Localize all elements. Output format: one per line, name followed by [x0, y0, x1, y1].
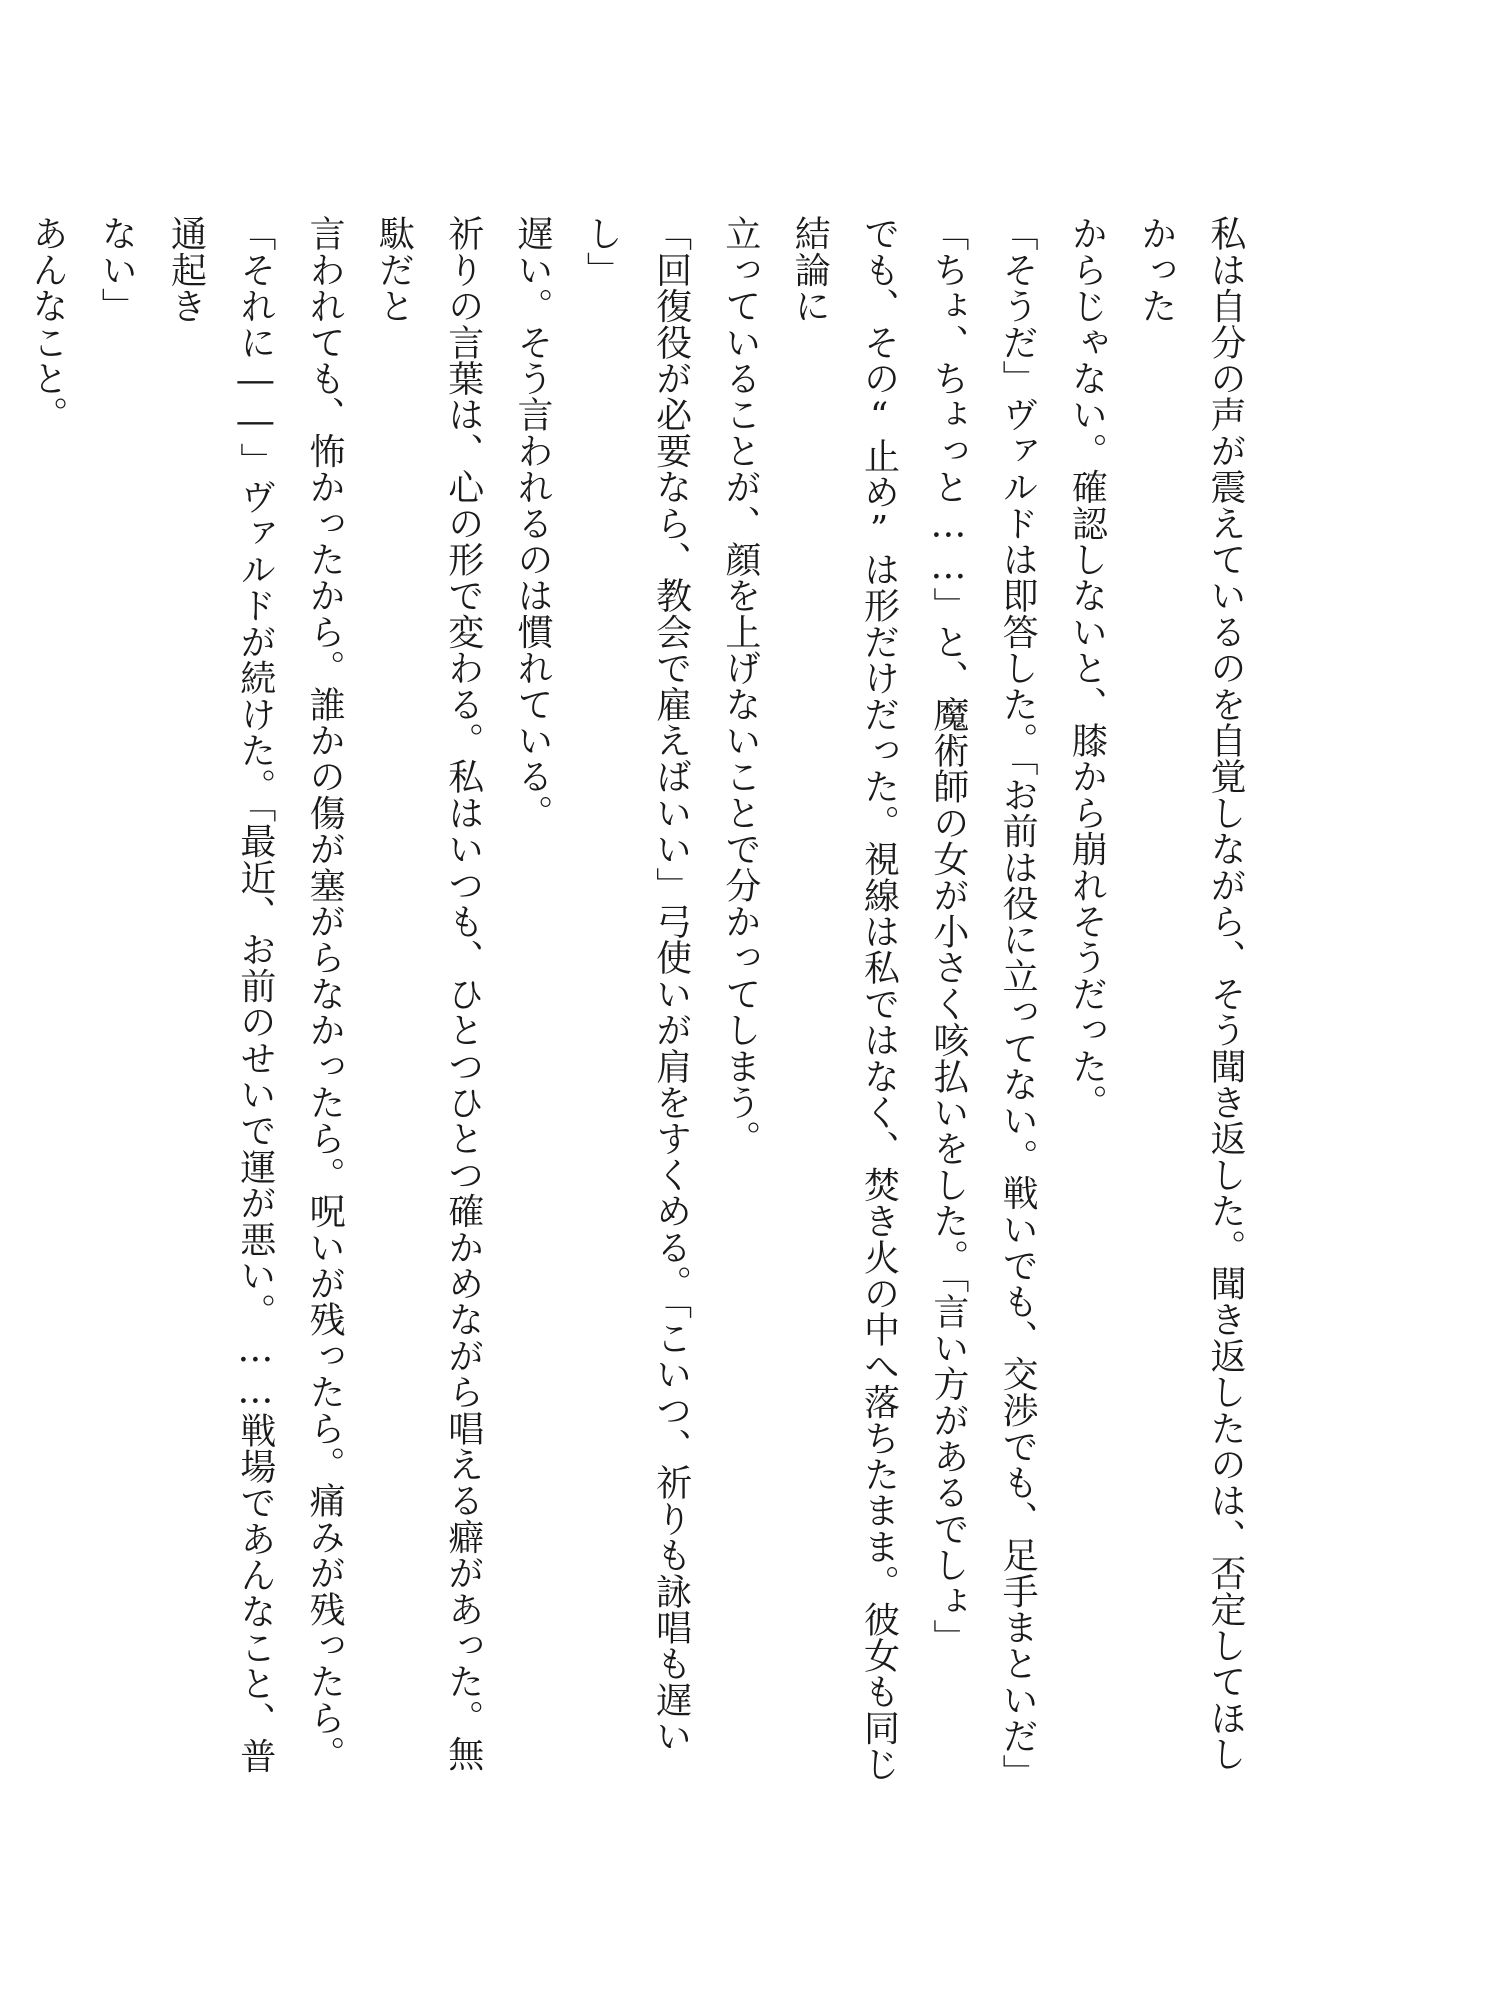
- text-line: 遅い。そう言われるのは慣れている。: [512, 215, 554, 831]
- text-line: [0, 215, 13, 1795]
- text-line: ない」: [96, 215, 138, 324]
- text-line: 立っていることが、顔を上げないことで分かってしまう。: [719, 215, 761, 1157]
- text-line: 「それに――」ヴァルドが続けた。「最近、お前のせいで運が悪い。……戦場であんなこと、普通起き: [165, 215, 276, 1774]
- text-line: からじゃない。確認しないと、膝から崩れそうだった。: [1066, 215, 1108, 1120]
- text-line: 祈りの言葉は、心の形で変わる。私はいつも、ひとつひとつ確かめながら唱える癖があった。無駄だと: [373, 215, 484, 1772]
- vertical-text-body: [26, 215, 1260, 1795]
- text-line: あんなこと。: [26, 215, 68, 433]
- text-line: 言われても、怖かったから。誰かの傷が塞がらなかったら。呪いが残ったら。痛みが残ったら。: [304, 215, 346, 1772]
- text-line: 「ちょ、ちょっと……」と、魔術師の女が小さく咳払いをした。「言い方があるでしょ」: [927, 215, 969, 1655]
- text-line: 「そうだ」ヴァルドは即答した。「お前は役に立ってない。戦いでも、交渉でも、足手まといだ」: [997, 215, 1039, 1790]
- text-line: 私は自分の声が震えているのを自覚しながら、そう聞き返した。聞き返したのは、否定してほしかった: [1135, 215, 1246, 1772]
- text-line: でも、その“止め”は形だけだった。視線は私ではなく、焚き火の中へ落ちたまま。彼女も同じ結論に: [789, 215, 900, 1782]
- text-line: 「回復役が必要なら、教会で雇えばいい」弓使いが肩をすくめる。「こいつ、祈りも詠唱も遅いし」: [581, 215, 692, 1754]
